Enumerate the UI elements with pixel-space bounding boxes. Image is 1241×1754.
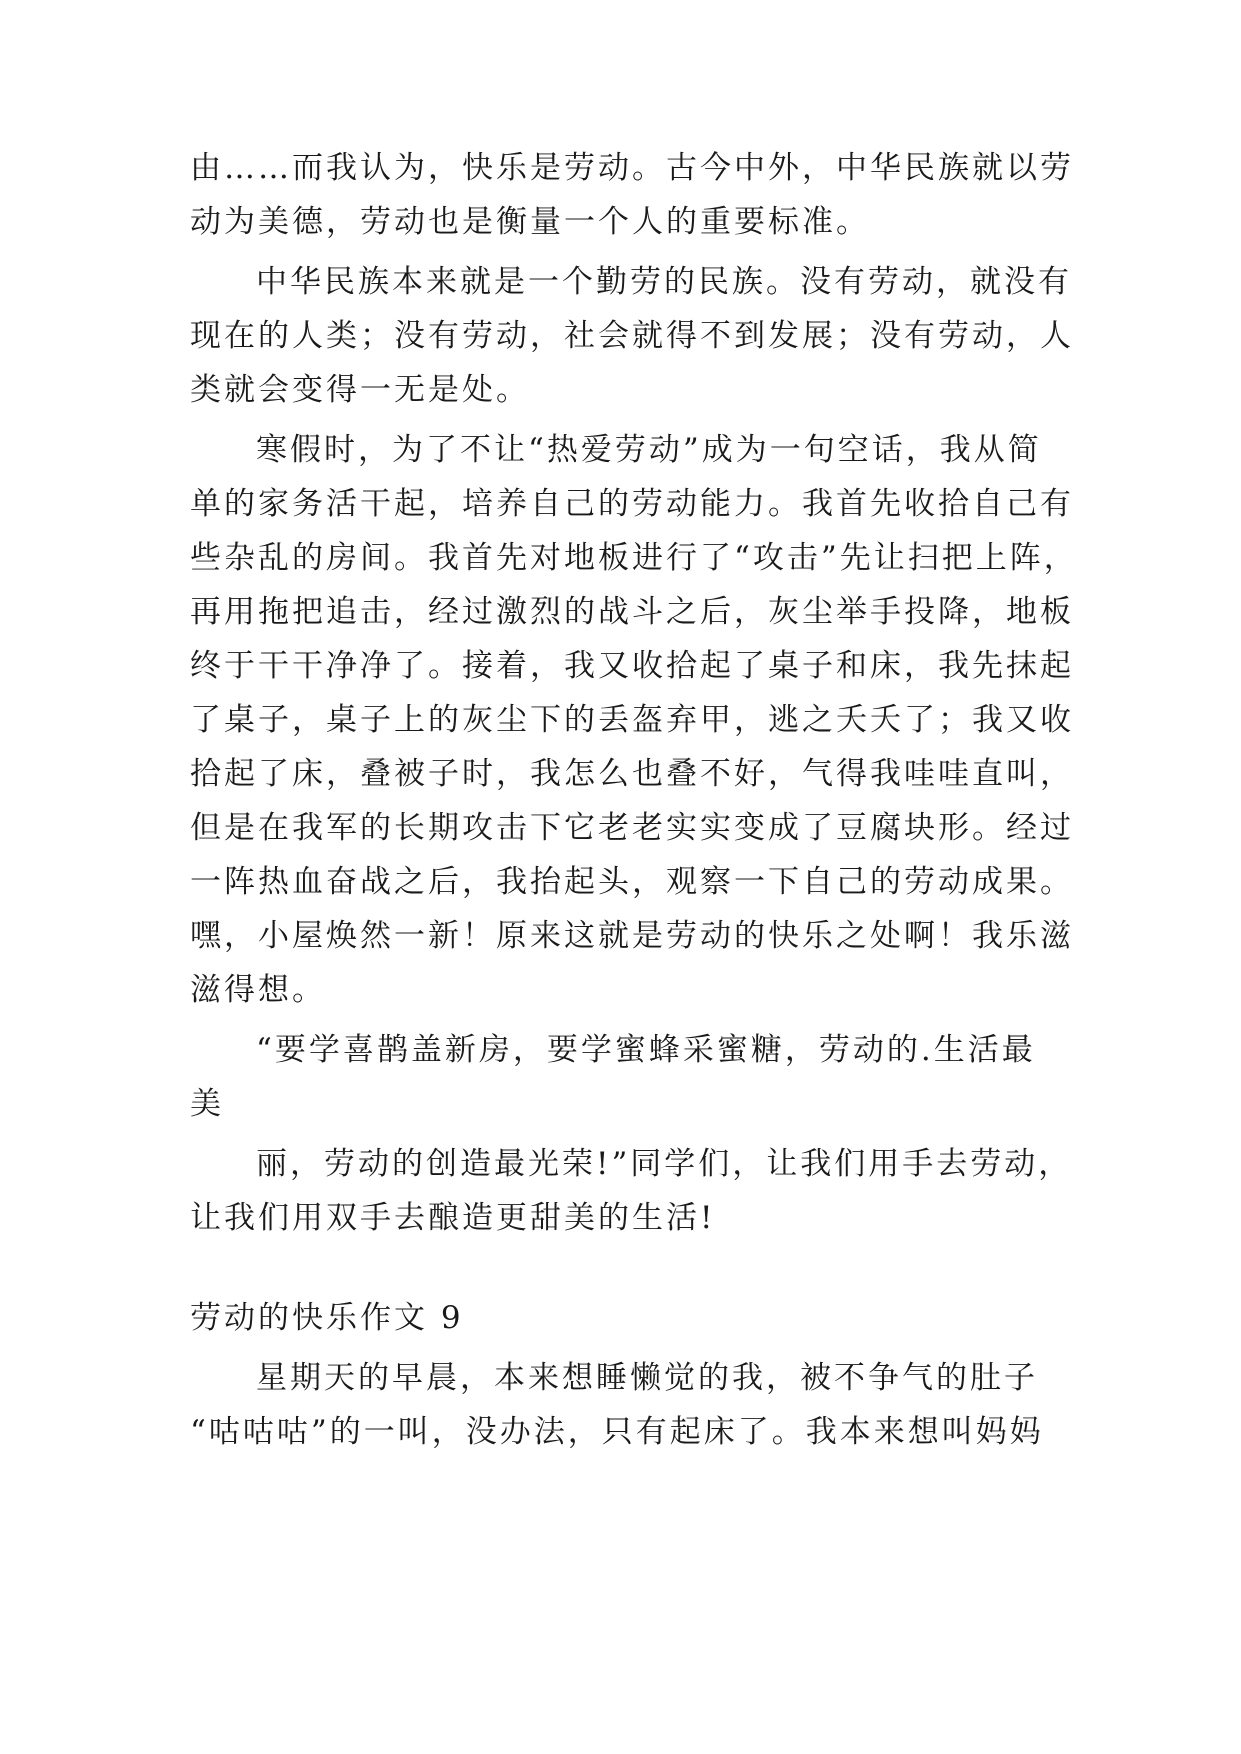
- text-line: 类就会变得一无是处。: [190, 372, 530, 408]
- text-line: 滋得想。: [190, 972, 326, 1008]
- text-line: 寒假时，为了不让“热爱劳动”成为一句空话，我从简: [256, 432, 1042, 468]
- text-line: 让我们用双手去酿造更甜美的生活!: [190, 1200, 716, 1236]
- text-line: 单的家务活干起，培养自己的劳动能力。我首先收拾自己有: [190, 486, 1074, 522]
- text-line: 现在的人类；没有劳动，社会就得不到发展；没有劳动，人: [190, 318, 1074, 354]
- text-line: 终于干干净净了。接着，我又收拾起了桌子和床，我先抹起: [190, 648, 1074, 684]
- text-line: 动为美德，劳动也是衡量一个人的重要标准。: [190, 204, 870, 240]
- section-heading: 劳动的快乐作文 9: [190, 1300, 464, 1336]
- text-line: 中华民族本来就是一个勤劳的民族。没有劳动，就没有: [256, 264, 1072, 300]
- text-line: 嘿，小屋焕然一新！原来这就是劳动的快乐之处啊！我乐滋: [190, 918, 1074, 954]
- text-line: 星期天的早晨，本来想睡懒觉的我，被不争气的肚子: [256, 1360, 1038, 1396]
- text-line: 由……而我认为，快乐是劳动。古今中外，中华民族就以劳: [190, 150, 1074, 186]
- text-line: 但是在我军的长期攻击下它老老实实变成了豆腐块形。经过: [190, 810, 1074, 846]
- text-line: 些杂乱的房间。我首先对地板进行了“攻击”先让扫把上阵，: [190, 540, 1078, 576]
- text-line: “咕咕咕”的一叫，没办法，只有起床了。我本来想叫妈妈: [190, 1414, 1044, 1450]
- text-line: 一阵热血奋战之后，我抬起头，观察一下自己的劳动成果。: [190, 864, 1074, 900]
- text-line: 了桌子，桌子上的灰尘下的丢盔弃甲，逃之夭夭了；我又收: [190, 702, 1074, 738]
- text-line: 美: [190, 1086, 224, 1122]
- text-line: 拾起了床，叠被子时，我怎么也叠不好，气得我哇哇直叫，: [190, 756, 1074, 792]
- text-line: 再用拖把追击，经过激烈的战斗之后，灰尘举手投降，地板: [190, 594, 1074, 630]
- text-line: 丽，劳动的创造最光荣!”同学们，让我们用手去劳动，: [256, 1146, 1073, 1182]
- text-line: “要学喜鹊盖新房，要学蜜蜂采蜜糖，劳动的.生活最: [256, 1032, 1036, 1068]
